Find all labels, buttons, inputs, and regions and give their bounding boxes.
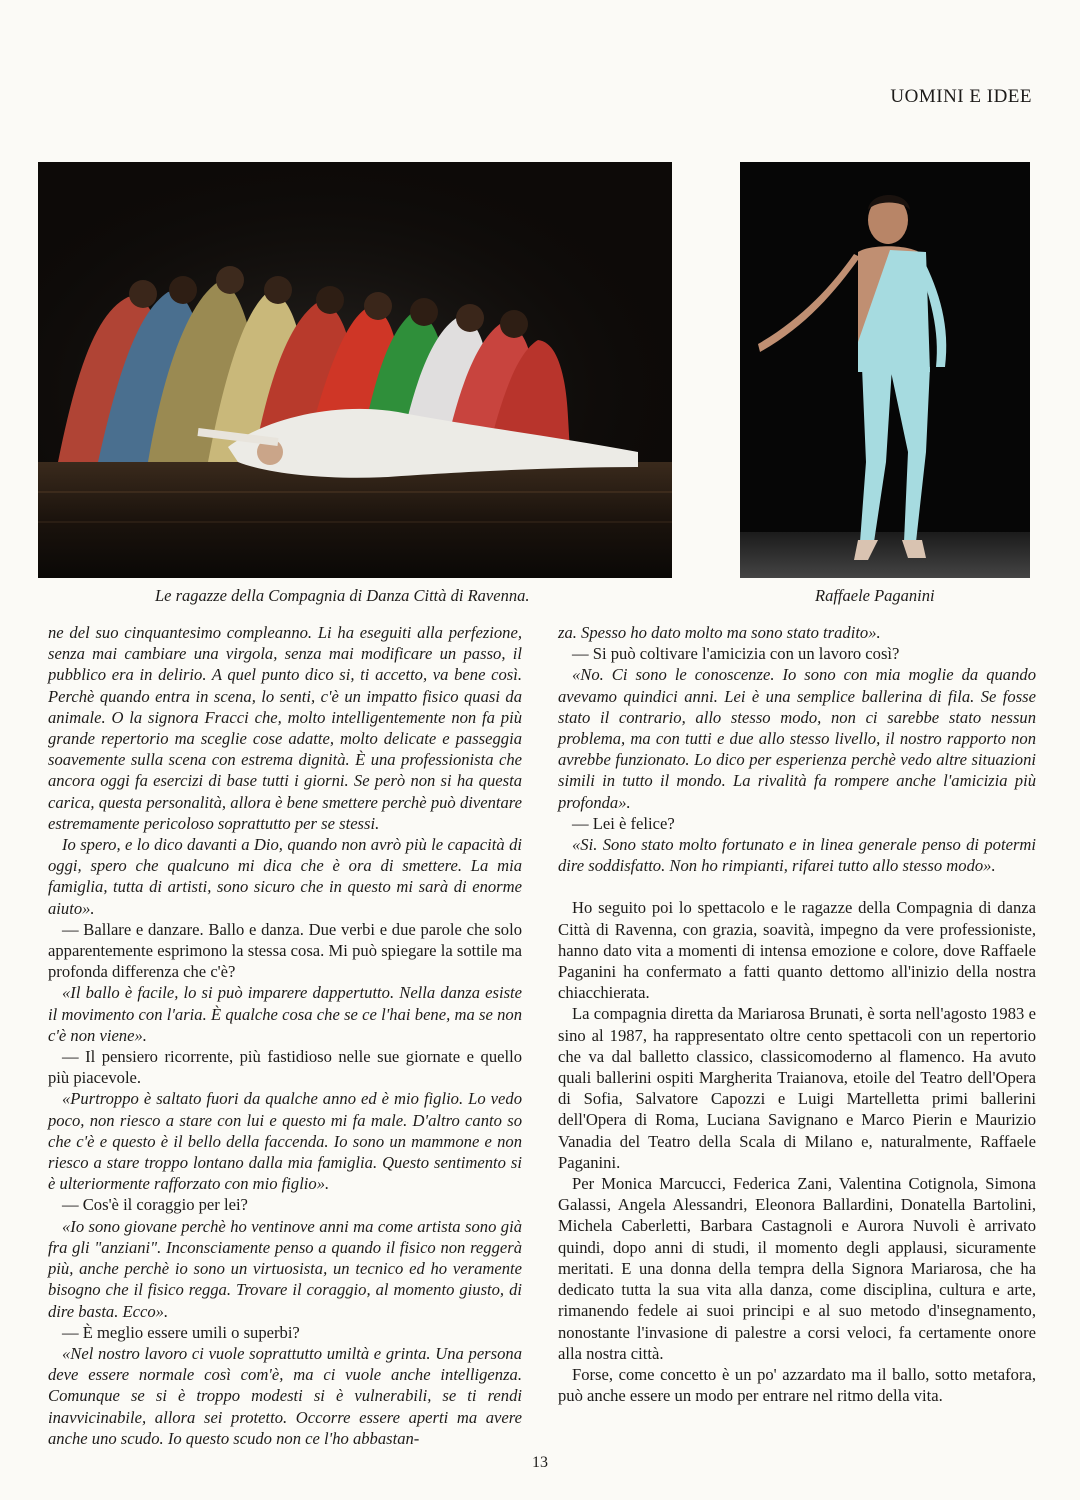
section-header: UOMINI E IDEE [890,86,1032,107]
dancer-portrait-photo [740,162,1030,578]
interview-question: — Cos'è il coraggio per lei? [62,1195,248,1215]
interview-answer: «Io sono giovane perchè ho ventinove anni ma come artista sono già fra gli "anziani". Inconsciamente penso a quando il fisico non reggerà più, anche perchè io sono un virtuosista, un tecnico ed ho veramente bisogno che il fisico regga. Trovare il coraggio, al momento giusto, di dire basta. Ecco». [48,1216,522,1321]
paragraph: La compagnia diretta da Mariarosa Brunati, è sorta nell'agosto 1983 e sino al 1987, ha rappresentato oltre cento spettacoli con un repertorio che va dal balletto classico, classicomoderno al flamenco. Ha avuto quali ballerini ospiti Margherita Traianova, etoile del Teatro dell'Opera di Sofia, Salvatore Capozzi e Luigi Martelletta primi ballerini dell'Opera di Roma, Luciana Savignano e Marco Pierin e Maurizio Vanadia del Teatro della Scala di Milano e, naturalmente, Raffaele Paganini. [558,1004,1036,1172]
interview-question: — Lei è felice? [572,813,675,833]
interview-answer: «Il ballo è facile, lo si può imparere dappertutto. Nella danza esiste il movimento con l'aria. È qualche cosa che se ce l'hai bene, ma se non c'è non viene». [48,983,522,1045]
dance-company-photo [38,162,672,578]
interview-answer: «No. Ci sono le conoscenze. Io sono con mia moglie da quando avevamo quindici anni. Lei è una semplice ballerina di fila. Se fosse stato il contrario, allo stesso modo, non ci sarebbe stato nessun problema, ma con tutti e due allo stesso livello, il nostro rapporto non avrebbe funzionato. Lo dico per esperienza perchè vedo altre situazioni simili in tutto il mondo. La rivalità fa rompere anche l'amicizia più profonda». [558,665,1036,812]
article-column-right [558,622,1036,1406]
right-photo-caption: Raffaele Paganini [815,586,935,605]
paragraph: Per Monica Marcucci, Federica Zani, Valentina Cotignola, Simona Galassi, Angela Alessandri, Eleonora Ballardini, Donatella Bartolini, Michela Caberletti, Barbara Castagnoli e Aurora Nuvoli è arrivato quindi, dopo anni di studi, il momento degli applausi, sicuramente meritati. E una donna della tempra della Signora Mariarosa, che ha dedicato tutta la sua vita alla danza, come disciplina, cultura e arte, rimanendo fedele ai suoi principi e al suo metodo d'insegnamento, nonostante l'invasione di palestre a corsi veloci, fa certamente onore alla nostra città. [558,1174,1036,1363]
interview-question: — Ballare e danzare. Ballo e danza. Due verbi e due parole che solo apparentemente esprimono la stessa cosa. Mi può spiegare la sottile ma profonda differenza che c'è? [48,919,522,982]
paragraph: ne del suo cinquantesimo compleanno. Li ha eseguiti alla perfezione, senza mai cambiare una virgola, senza mai modificare un passo, il pubblico era in delirio. A quel punto dico si, ti accetto, va bene così. Perchè quando entra in scena, lo senti, c'è un impatto fisico quasi da animale. O la signora Fracci che, molto intelligentemente non fa più grande repertorio ma sceglie cose adatte, molto delicate e passeggia soavemente sulla scena con estrema dignità. È una professionista che ancora oggi fa esercizi di base tutti i giorni. Se però non si ha questa carica, questa personalità, allora è bene smettere perchè può diventare estremamente pericoloso soprattutto per se stessi. [48,623,522,833]
page-number: 13 [532,1454,548,1471]
interview-question: — Si può coltivare l'amicizia con un lavoro così? [572,644,900,664]
interview-answer: «Purtroppo è saltato fuori da qualche anno ed è mio figlio. Lo vedo poco, non riesco a stare con lui e questo mi fa male. D'altro canto so che c'è e questo è il bello della faccenda. Io sono un mammone e non riesco a stare troppo lontano dalla mia famiglia. Questo sentimento si è ulteriormente rafforzato con mio figlio». [48,1089,522,1194]
paragraph: Ho seguito poi lo spettacolo e le ragazze della Compagnia di danza Città di Ravenna, con grazia, soavità, impegno da vere professioniste, hanno dato vita a momenti di intensa emozione e colore, dove Raffaele Paganini ha confermato a fatti quanto dettomo all'inizio della nostra chiacchierata. [558,898,1036,1003]
interview-answer: «Nel nostro lavoro ci vuole soprattutto umiltà e grinta. Una persona deve essere normale così com'è, ma ci vuole anche intelligenza. Comunque se si è troppo modesti si è vulnerabili, se ti rendi inavvicinabile, allora sei protetto. Occorre essere aperti ma avere anche uno scudo. Io questo scudo non ce l'ho abbastan- [48,1343,522,1448]
interview-question: — È meglio essere umili o superbi? [62,1322,300,1342]
article-column-left [48,622,522,1449]
paragraph: Io spero, e lo dico davanti a Dio, quando non avrò più le capacità di oggi, spero che qualcuno mi dica che è ora di smettere. La mia famiglia, tutta di artisti, sono sicuro che in questo mi sarà di enorme aiuto». [48,835,522,918]
interview-question: — Il pensiero ricorrente, più fastidioso nelle sue giornate e quello più piacevole. [48,1047,522,1088]
left-photo-caption: Le ragazze della Compagnia di Danza Città di Ravenna. [155,586,530,605]
paragraph: Forse, come concetto è un po' azzardato ma il ballo, sotto metafora, può anche essere un modo per entrare nel ritmo della vita. [558,1364,1036,1406]
interview-answer: «Si. Sono stato molto fortunato e in linea generale penso di potermi dire soddisfatto. Non ho rimpianti, rifarei tutto allo stesso modo». [558,835,1036,876]
interview-answer: za. Spesso ho dato molto ma sono stato tradito». [558,623,881,642]
